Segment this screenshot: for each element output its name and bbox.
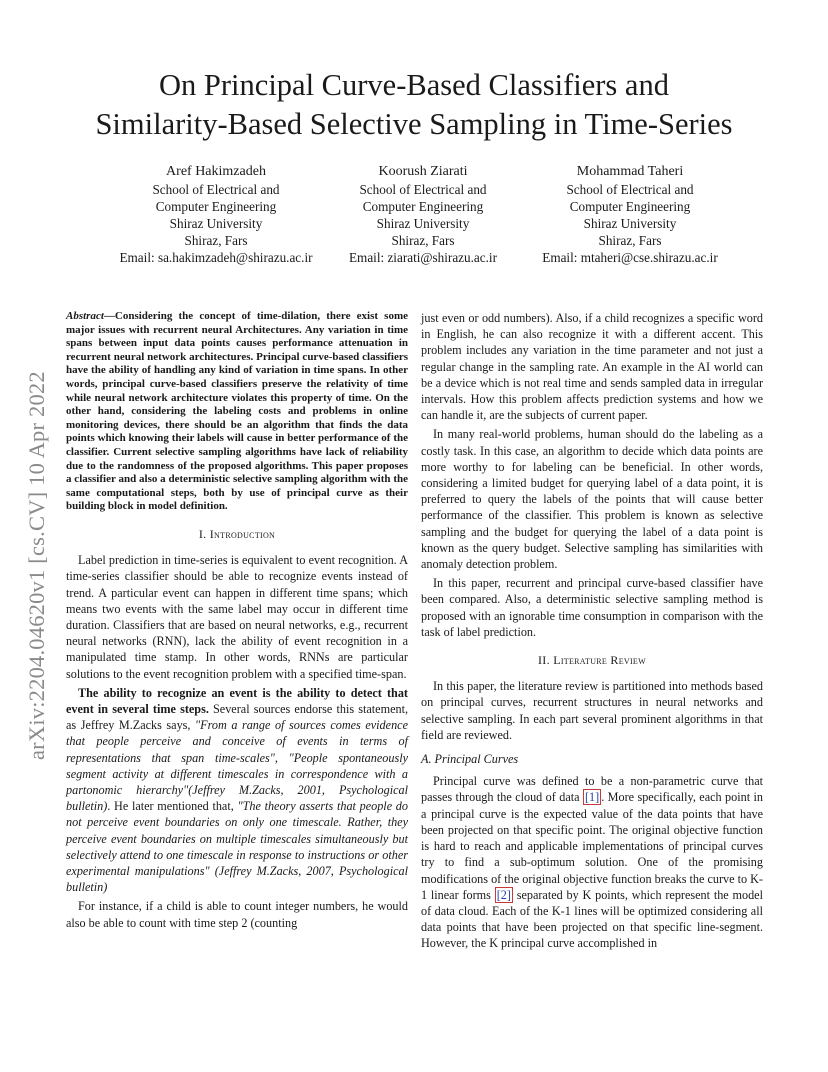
intro-text: Several sources endorse this statement, as Jeffrey M.Zacks says, <box>66 701 409 733</box>
literature-paragraph-1: In this paper, the literature review is partitioned into methods based on principal curves, recurrent structures in neural networks and selective sampling. In each part several prominent algorithms in that field are reviewed. <box>421 679 763 742</box>
author-name: Aref Hakimzadeh <box>166 164 266 179</box>
author-affiliation: Computer Engineering <box>569 199 691 214</box>
citation-link-1[interactable]: [1] <box>584 790 600 805</box>
intro-text: . He later mentioned that, <box>107 799 238 814</box>
intro-paragraph-3-start: For instance, if a child is able to count integer numbers, he would also be able to count with time step 2 (counting <box>66 899 408 930</box>
abstract <box>66 310 408 514</box>
right-column <box>421 310 763 955</box>
author-location: Shiraz, Fars <box>598 233 662 248</box>
author-affiliation: School of Electrical and <box>359 182 487 197</box>
author-university: Shiraz University <box>169 216 263 231</box>
citation-link-2[interactable]: [2] <box>496 887 511 902</box>
intro-paragraph-1: Label prediction in time-series is equivalent to event recognition. A time-series classifier should be able to recognize events instead of trend. A particular event can happen in different time spans; which means two events with the same label may occur in different time duration. Classifiers that are based on neural networks, e.g., recurrent neural networks (RNN), lack the ability of event recognition in a manipulated time stamp. In other words, RNNs are particular solutions to the event recognition problem with a specified time-span. <box>66 553 408 681</box>
paper-title-line-2: Similarity-Based Selective Sampling in Time-Series <box>95 107 733 141</box>
author-name: Mohammad Taheri <box>576 164 684 179</box>
zacks-quote-1: "From a range of sources comes evidence that people perceive and conceive of events in terms of representations that span time-scales", "People spontaneously segment activity at different timescales in correspondence with a partonomic hierarchy"(Jeffrey M.Zacks, 2001, Psychological bulletin) <box>66 718 408 814</box>
section-heading-literature-review: II. Literature Review <box>538 653 646 668</box>
abstract-lead: Abstract <box>66 310 104 322</box>
intro-paragraph-3-continued: just even or odd numbers). Also, if a child recognizes a specific word in English, he can also recognize it with a different accent. This problem includes any variation in the time parameter and not just a regular change in the sampling rate. An example in the AI world can be a device which is not real time and sends sampled data in irregular intervals. How this problem affects prediction systems and how we can handle it, are the subjects of current paper. <box>421 311 763 423</box>
author-affiliation: School of Electrical and <box>152 182 280 197</box>
section-heading-introduction: I. Introduction <box>198 526 276 541</box>
paragraph-text: separated by K points, which represent the model of data cloud. Each of the K-1 lines will be optimized considering all data points that have been projected on that specific line-segment. However, the K principal curve accomplished in <box>421 887 763 951</box>
author-university: Shiraz University <box>376 216 470 231</box>
zacks-quote-2: "The theory asserts that people do not perceive event boundaries on only one timescale. Rather, they perceive event boundaries on multiple timescales simultaneously but selectively attend to one timescale in response to instructions or other experimental manipulations" (Jeffrey M.Zacks, 2007, Psychological bulletin) <box>66 799 408 895</box>
author-affiliation: Computer Engineering <box>155 199 277 214</box>
paragraph-text: Principal curve was defined to be a non-parametric curve that passes through the cloud of data <box>421 774 763 805</box>
author-location: Shiraz, Fars <box>391 233 455 248</box>
author-location: Shiraz, Fars <box>184 233 248 248</box>
intro-paragraph-5: In this paper, recurrent and principal curve-based classifier have been compared. Also, a deterministic selective sampling method is proposed with an ignorable time consumption in comparison with the task of label prediction. <box>421 576 763 639</box>
author-email: Email: mtaheri@cse.shirazu.ac.ir <box>542 250 718 265</box>
principal-curves-paragraph <box>421 773 763 951</box>
author-block-1 <box>96 163 336 266</box>
paper-title <box>60 66 768 144</box>
subsection-heading-principal-curves: A. Principal Curves <box>421 752 519 767</box>
abstract-body: —Considering the concept of time-dilation, there exist some major issues with recurrent neural Architectures. Any variation in time spans between input data points causes performance attenuation in recurrent neural network architectures. Principal curve-based classifiers have the ability of handling any kind of variation in time spans. In other words, principal curve-based classifiers preserve the relativity of time while neural network architecture violates this property of time. On the other hand, considering the labeling costs and problems in online monitoring devices, there should be an algorithm that finds the data points which knowing their labels will cause in better performance of the classifier. Current selective sampling algorithms have lack of reliability due to the randomness of the proposed algorithms. This paper proposes a classifier and also a deterministic selective sampling algorithm with the same computational steps, both by use of principal curve as their building block in model definition. <box>66 310 408 513</box>
author-affiliation: Computer Engineering <box>362 199 484 214</box>
paper-title-line-1: On Principal Curve-Based Classifiers and <box>159 68 669 102</box>
author-block-3 <box>510 163 750 266</box>
intro-paragraph-2 <box>66 685 408 896</box>
paragraph-text: . More specifically, each point in a principal curve is the expected value of the data points that have been projected on that specific point. The original objective function is hard to reach and applicable implementations of principal curves try to find a sub-optimum solution. One of the promising modifications of the original objective function breaks the curve to K-1 linear forms <box>421 790 763 902</box>
author-affiliation: School of Electrical and <box>566 182 694 197</box>
author-email: Email: ziarati@shirazu.ac.ir <box>349 250 497 265</box>
author-email: Email: sa.hakimzadeh@shirazu.ac.ir <box>119 250 313 265</box>
arxiv-identifier: arXiv:2204.04620v1 [cs.CV] 10 Apr 2022 <box>24 371 49 760</box>
author-name: Koorush Ziarati <box>378 164 468 179</box>
author-block-2 <box>303 163 543 266</box>
intro-paragraph-4: In many real-world problems, human should do the labeling as a costly task. In this case, an algorithm to decide which data points are more worthy to for labeling can be beneficial. In other words, considering a limited budget for querying label of a data point, it is preferred to query the labels of the points that will cause better performance of the classifier. This problem is known as selective sampling and the budget for querying the label of a data point is known as the query budget. Selective sampling has similarities with anomaly detection problem. <box>421 427 763 572</box>
left-column <box>66 310 408 934</box>
intro-bold-statement: The ability to recognize an event is the ability to detect that event in several time steps. <box>66 685 408 716</box>
author-university: Shiraz University <box>583 216 677 231</box>
